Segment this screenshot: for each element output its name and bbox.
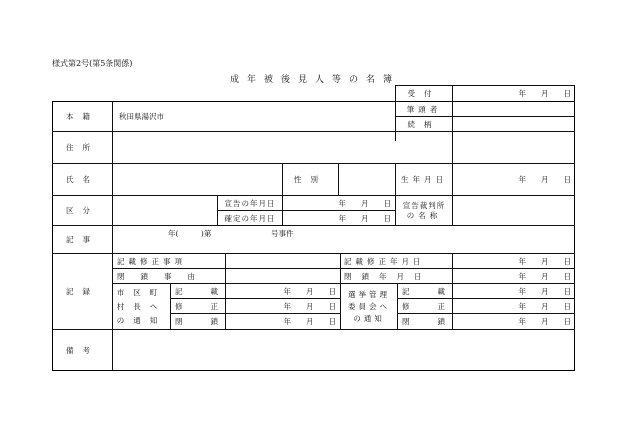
kiroku-item-value[interactable] bbox=[226, 254, 341, 268]
zokugara-label: 続柄 bbox=[407, 119, 441, 129]
heisa-date: 年 月 日 bbox=[518, 271, 571, 281]
zokugara-value[interactable] bbox=[453, 117, 574, 131]
kakutei-date: 年 月 日 bbox=[338, 213, 391, 223]
label-col-line bbox=[112, 101, 113, 370]
kiroku-reason-label: 閉鎖事由 bbox=[117, 271, 211, 281]
honseki-label: 本籍 bbox=[66, 112, 99, 121]
jusho-value[interactable] bbox=[116, 132, 569, 163]
committee-notice-line3: の通知 bbox=[353, 313, 385, 323]
city-kisai-date: 年 月 日 bbox=[283, 286, 336, 296]
kisai-date-label: 記載修正年月日 bbox=[344, 256, 425, 266]
city-notice-line2: 村長へ bbox=[116, 301, 167, 311]
receipt-label: 受付 bbox=[407, 89, 441, 98]
birth-date: 年 月 日 bbox=[518, 175, 571, 184]
committee-heisa-label: 閉鎖 bbox=[402, 317, 473, 326]
city-kisai-label: 記載 bbox=[175, 286, 246, 296]
city-notice-label bbox=[113, 284, 170, 329]
committee-notice-line1: 選挙管理 bbox=[348, 289, 390, 299]
kakutei-label: 確定の年月日 bbox=[224, 213, 276, 223]
heisa-date-label: 閉鎖年月日 bbox=[344, 271, 432, 281]
city-heisa-label: 閉鎖 bbox=[175, 317, 246, 326]
shimei-label: 氏名 bbox=[66, 175, 99, 184]
court-label bbox=[396, 196, 452, 225]
frame-bottom bbox=[52, 370, 575, 371]
city-notice-line3: の通知 bbox=[116, 315, 167, 325]
court-label-line1: 宣告裁判所 bbox=[402, 200, 446, 210]
city-notice-line1: 市区町 bbox=[116, 287, 167, 297]
honseki-value: 秋田県湯沢市 bbox=[119, 112, 164, 121]
biko-value[interactable] bbox=[116, 330, 569, 370]
city-shusei-label: 修正 bbox=[175, 301, 246, 311]
sengoku-date: 年 月 日 bbox=[338, 198, 391, 208]
kubun-label: 区分 bbox=[66, 206, 99, 215]
kisai-date: 年 月 日 bbox=[518, 256, 571, 266]
kiji-label: 記事 bbox=[66, 235, 99, 244]
seibetsu-label: 性別 bbox=[294, 175, 327, 184]
birth-label: 生年月日 bbox=[401, 175, 447, 184]
kiji-case: 号事件 bbox=[271, 228, 294, 238]
committee-kisai-label: 記載 bbox=[402, 286, 473, 296]
committee-notice-label bbox=[341, 284, 397, 329]
committee-kisai-date: 年 月 日 bbox=[518, 286, 571, 296]
form-number: 様式第2号(第5条関係) bbox=[52, 59, 133, 68]
kiroku-reason-value[interactable] bbox=[226, 269, 341, 283]
city-heisa-date: 年 月 日 bbox=[283, 317, 336, 326]
kiroku-item-label: 記載修正事項 bbox=[117, 256, 186, 266]
hittou-value[interactable] bbox=[453, 102, 574, 116]
committee-shusei-label: 修正 bbox=[402, 301, 473, 311]
sengoku-label: 宣告の年月日 bbox=[224, 198, 276, 208]
receipt-date: 年 月 日 bbox=[518, 89, 571, 98]
biko-label: 備考 bbox=[66, 345, 99, 355]
col-line bbox=[170, 283, 171, 329]
col-line bbox=[338, 163, 339, 195]
committee-heisa-date: 年 月 日 bbox=[518, 317, 571, 326]
kiji-year: 年( )第 bbox=[168, 228, 212, 238]
document-title: 成年被後見人等の名簿 bbox=[229, 75, 400, 85]
city-shusei-date: 年 月 日 bbox=[283, 301, 336, 311]
committee-shusei-date: 年 月 日 bbox=[518, 301, 571, 311]
committee-notice-line2: 委員会へ bbox=[348, 301, 390, 311]
col-line bbox=[397, 283, 398, 329]
kiroku-label: 記録 bbox=[66, 287, 99, 296]
jusho-label: 住所 bbox=[66, 143, 99, 152]
court-label-line2: の名称 bbox=[406, 210, 442, 220]
hittou-label: 筆頭者 bbox=[406, 104, 442, 114]
